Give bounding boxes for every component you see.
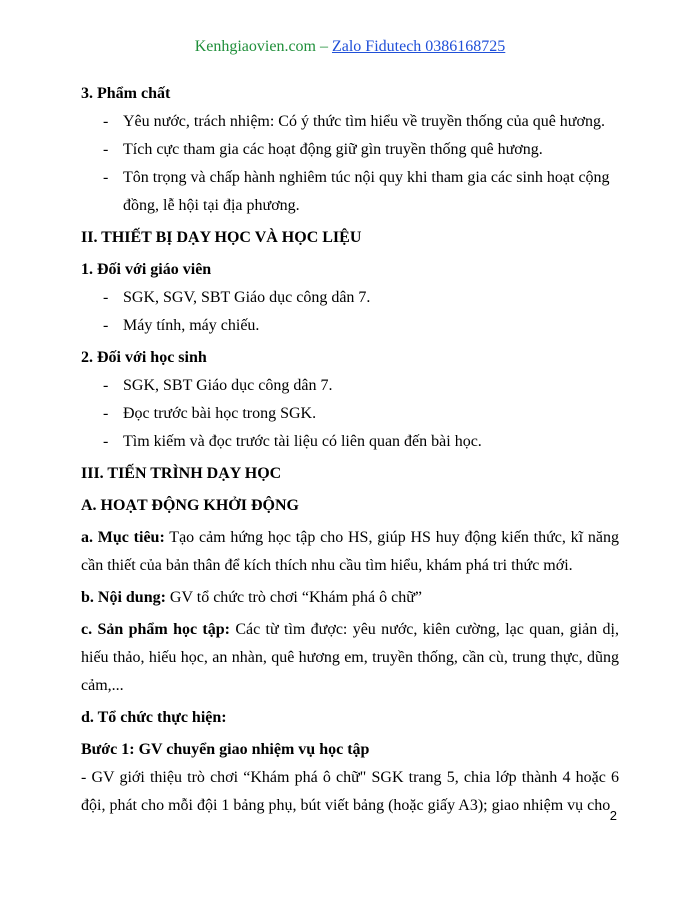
header-sep: –: [315, 38, 332, 55]
document-body: [81, 80, 619, 820]
header-contact-link[interactable]: Zalo Fidutech 0386168725: [331, 38, 506, 55]
list-item: - Tìm kiếm và đọc trước tài liệu có liên quan đến bài học.: [81, 428, 619, 456]
list-item: - SGK, SGV, SBT Giáo dục công dân 7.: [81, 284, 619, 312]
san-pham-paragraph: [81, 616, 619, 700]
header-site: Kenhgiaovien.com: [194, 38, 316, 55]
list-item: - SGK, SBT Giáo dục công dân 7.: [81, 372, 619, 400]
page-number: 2: [609, 808, 617, 823]
san-pham-text: Các từ tìm được: yêu nước, kiên cường, lạc quan, giản dị, hiếu thảo, hiếu học, an nhàn, quê hương em, truyền thống, cần cù, trung thực, dũng cảm,...: [81, 621, 619, 694]
noi-dung-text: GV tổ chức trò chơi “Khám phá ô chữ”: [165, 589, 423, 606]
list-item: - Tích cực tham gia các hoạt động giữ gìn truyền thống quê hương.: [81, 136, 619, 164]
list-item: - Máy tính, máy chiếu.: [81, 312, 619, 340]
to-chuc-title: d. Tổ chức thực hiện:: [81, 709, 227, 726]
buoc-1-paragraph: - GV giới thiệu trò chơi “Khám phá ô chữ" SGK trang 5, chia lớp thành 4 hoặc 6 đội, phát cho mỗi đội 1 bảng phụ, bút viết bảng (hoặc giấy A3); giao nhiệm vụ cho: [81, 769, 619, 814]
section-giao-vien-title: 1. Đối với giáo viên: [81, 261, 212, 278]
muc-tieu-text: Tạo cảm hứng học tập cho HS, giúp HS huy động kiến thức, kĩ năng cần thiết của bản thân để kích thích nhu cầu tìm hiểu, khám phá tri thức mới.: [81, 529, 620, 574]
noi-dung-label: b. Nội dung:: [81, 589, 166, 606]
pham-chat-list: [81, 108, 619, 220]
list-item: - Đọc trước bài học trong SGK.: [81, 400, 619, 428]
hoc-sinh-list: [81, 372, 619, 456]
section-khoi-dong-title: A. HOẠT ĐỘNG KHỞI ĐỘNG: [81, 497, 299, 514]
section-tien-trinh-title: III. TIẾN TRÌNH DẠY HỌC: [81, 465, 282, 482]
buoc-1-title: Bước 1: GV chuyển giao nhiệm vụ học tập: [81, 741, 370, 758]
giao-vien-list: [81, 284, 619, 340]
section-hoc-sinh-title: 2. Đối với học sinh: [81, 349, 207, 366]
list-item: - Yêu nước, trách nhiệm: Có ý thức tìm hiểu về truyền thống của quê hương.: [81, 108, 619, 136]
muc-tieu-label: a. Mục tiêu:: [81, 529, 165, 546]
section-pham-chat-title: 3. Phẩm chất: [81, 85, 171, 102]
page-header: [0, 38, 700, 56]
noi-dung-paragraph: [81, 584, 619, 612]
section-thiet-bi-title: II. THIẾT BỊ DẠY HỌC VÀ HỌC LIỆU: [81, 229, 362, 246]
muc-tieu-paragraph: [81, 524, 619, 580]
san-pham-label: c. Sản phẩm học tập:: [81, 621, 230, 638]
list-item: - Tôn trọng và chấp hành nghiêm túc nội quy khi tham gia các sinh hoạt cộng đồng, lễ hội tại địa phương.: [81, 164, 619, 220]
